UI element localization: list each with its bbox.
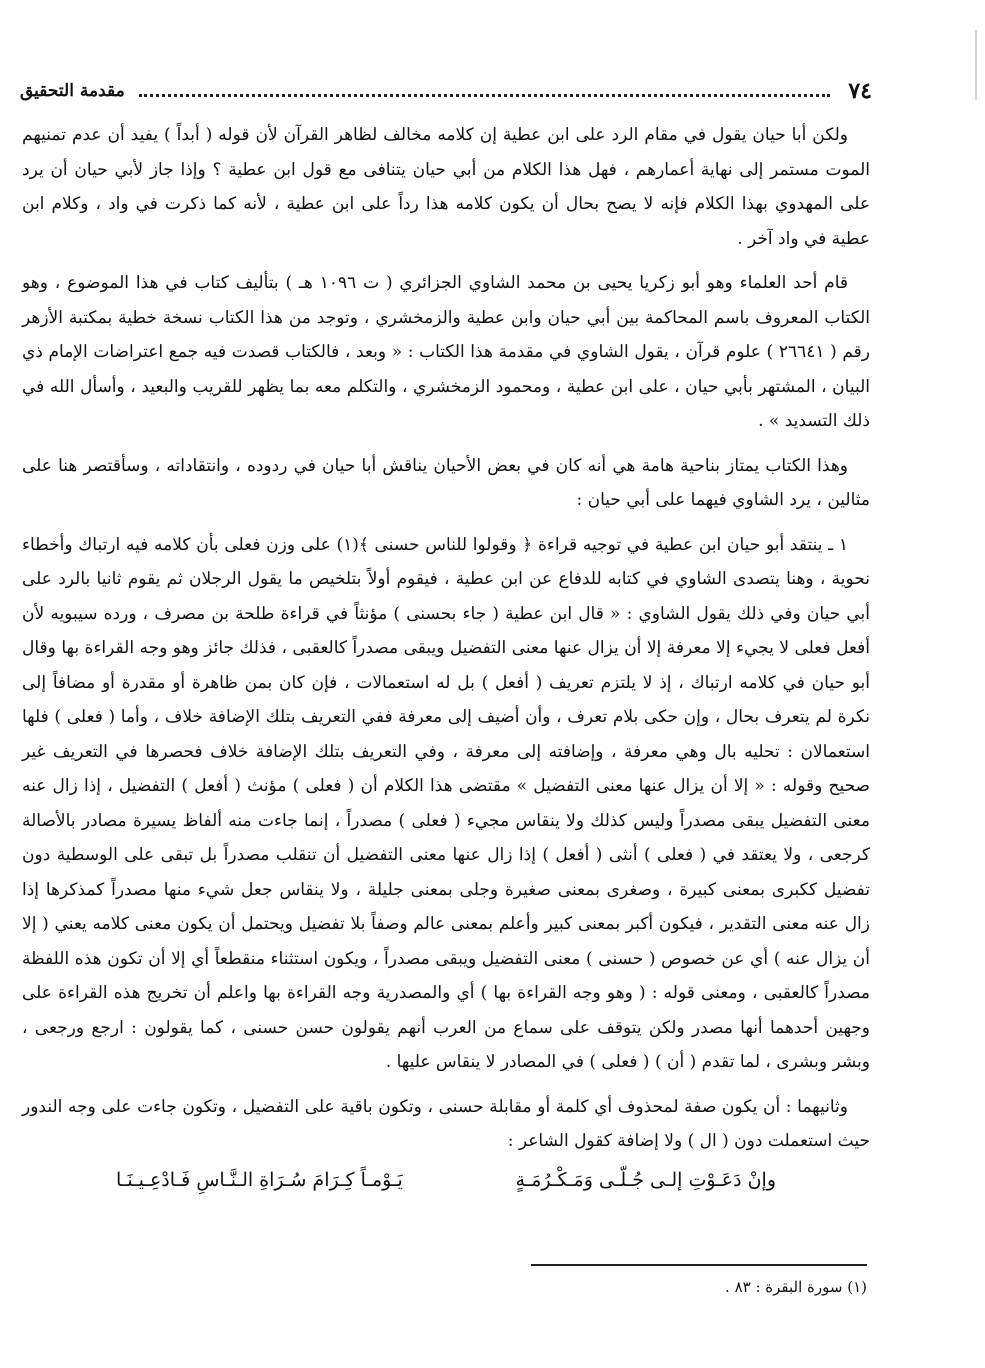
footnote: (١) سورة البقرة : ٨٣ . (725, 1278, 867, 1296)
page-body (22, 118, 870, 1191)
paragraph-5: وثانيهما : أن يكون صفة لمحذوف أي كلمة أو مقابلة حسنى ، وتكون باقية على التفضيل ، وتكون جاءت على وجه الندور حيث استعملت دون ( ال ) ولا إضافة كقول الشاعر : (22, 1096, 870, 1151)
paragraph-1: ولكن أبا حيان يقول في مقام الرد على ابن عطية إن كلامه مخالف لظاهر القرآن لأن قوله ( أبداً ) يفيد أن عدم تمنيهم الموت مستمر إلى نهاية أعمارهم ، فهل هذا الكلام من أبي حيان يتنافى مع قول ابن عطية ؟ وإذا جاز لأبي حيان أن يرد على المهدوي بهذا الكلام فإنه لا يصح بحال أن يكون كلامه هذا رداً على ابن عطية ، لأنه كما ذكرت في واد ، وكلام ابن عطية في واد آخر . (22, 125, 870, 249)
header-dotted-leader (139, 94, 831, 97)
scan-edge-mark (975, 30, 977, 100)
verse-first-hemistich: وإنْ دَعَـوْتِ إلـى جُـلّـى وَمَـكْـرُمَـةٍ (515, 1168, 776, 1191)
paragraph-2: قام أحد العلماء وهو أبو زكريا يحيى بن محمد الشاوي الجزائري ( ت ١٠٩٦ هـ ) بتأليف كتاب في هذا الموضوع ، وهو الكتاب المعروف باسم المحاكمة بين أبي حيان وابن عطية والزمخشري ، وتوجد من هذا الكتاب نسخة خطية بمكتبة الأزهر رقم ( ٢٦٦٤١ ) علوم قرآن ، يقول الشاوي في مقدمة هذا الكتاب : « وبعد ، فالكتاب قصدت فيه جمع اعتراضات الإمام ذي البيان ، المشتهر بأبي حيان ، على ابن عطية ، ومحمود الزمخشري ، والتكلم معه بما يظهر للقريب والبعيد ، وأسأل الله في ذلك التسديد » . (22, 273, 870, 431)
poetry-verse (116, 1169, 776, 1191)
paragraph-3: وهذا الكتاب يمتاز بناحية هامة هي أنه كان في بعض الأحيان يناقش أبا حيان في ردوده ، وانتقاداته ، وسأقتصر هنا على مثالين ، يرد الشاوي فيهما على أبي حيان : (22, 455, 870, 510)
page-number: ٧٤ (848, 78, 872, 104)
section-title: مقدمة التحقيق (20, 81, 125, 101)
paragraph-4: ١ ـ ينتقد أبو حيان ابن عطية في توجيه قراءة ﴿ وقولوا للناس حسنى ﴾(١) على وزن فعلى بأن كلامه فيه ارتباك وأخطاء نحوية ، وهنا يتصدى الشاوي في كتابه للدفاع عن ابن عطية ، فيقوم أولاً بتلخيص ما يقول الرجلان ثم يقوم ثانيا بالرد على أبي حيان وفي ذلك يقول الشاوي : « قال ابن عطية ( جاء بحسنى ) مؤنثاً في قراءة طلحة بن مصرف ، ورده سيبويه لأن أفعل فعلى لا يجيء إلا معرفة إلا أن يزال عنها معنى التفضيل ويبقى مصدراً كالعقبى ، فذلك جائز وهو وجه القراءة بها وقال أبو حيان في كلامه ارتباك ، إذ لا يلتزم تعريف ( أفعل ) بل له استعمالات ، فإن كان بمن ظاهرة أو مقدرة أو مضافاً إلى نكرة لم يتعرف بحال ، وإن حكى بلام تعرف ، وأن أضيف إلى معرفة ففي التعريف بتلك الإضافة خلاف ، وأما ( فعلى ) فلها استعمالان : تحليه بال وهي معرفة ، وإضافته إلى معرفة ، وفي التعريف بتلك الإضافة خلاف فحصرها في التعريف غير صحيح وقوله : « إلا أن يزال عنها معنى التفضيل » مقتضى هذا الكلام أن ( فعلى ) مؤنث ( أفعل ) التفضيل ، إذا زال عنه معنى التفضيل يبقى مصدراً وليس كذلك ولا ينقاس مجيء ( فعلى ) مصدراً ، إنما جاءت منه ألفاظ يسيرة مصادر بالأصالة كرجعى ، ولا يعتقد في ( فعلى ) أنثى ( أفعل ) إذا زال عنها معنى التفضيل أن تنقلب مصدراً بل تبقى على الوسطية دون تفضيل ككبرى بمعنى كبيرة ، وصغرى بمعنى صغيرة وجلى بمعنى جليلة ، ولا ينقاس جعل شيء منها مصدراً كمذكرها إذا زال عنه معنى التقدير ، فيكون أكبر بمعنى كبير وأعلم بمعنى عالم وصفاً بلا تفضيل ويحتمل أن يكون معنى كلامه يعني ( إلا أن يزال عنه ) أي عن خصوص ( حسنى ) معنى التفضيل ويبقى مصدراً ، ويكون استثناء منقطعاً أي إلا أن تكون هذه اللفظة مصدراً كالعقبى ، ومعنى قوله : ( وهو وجه القراءة بها ) أي والمصدرية وجه القراءة بها واعلم أن تخريج هذه القراءة على وجهين أحدهما أنها مصدر ولكن يتوقف على سماع من العرب أنهم يقولون حسن حسنى ، كما يقولون : ارجع ورجعى ، وبشر وبشرى ، لما تقدم ( أن ) ( فعلى ) في المصادر لا ينقاس عليها . (22, 534, 870, 1072)
page-header (20, 74, 872, 108)
verse-second-hemistich: يَـوْمـاً كِـرَامَ سُـرَاةِ الـنَّـاسِ فَـادْعِـيـنَـا (116, 1168, 403, 1191)
footnote-separator (531, 1264, 867, 1266)
